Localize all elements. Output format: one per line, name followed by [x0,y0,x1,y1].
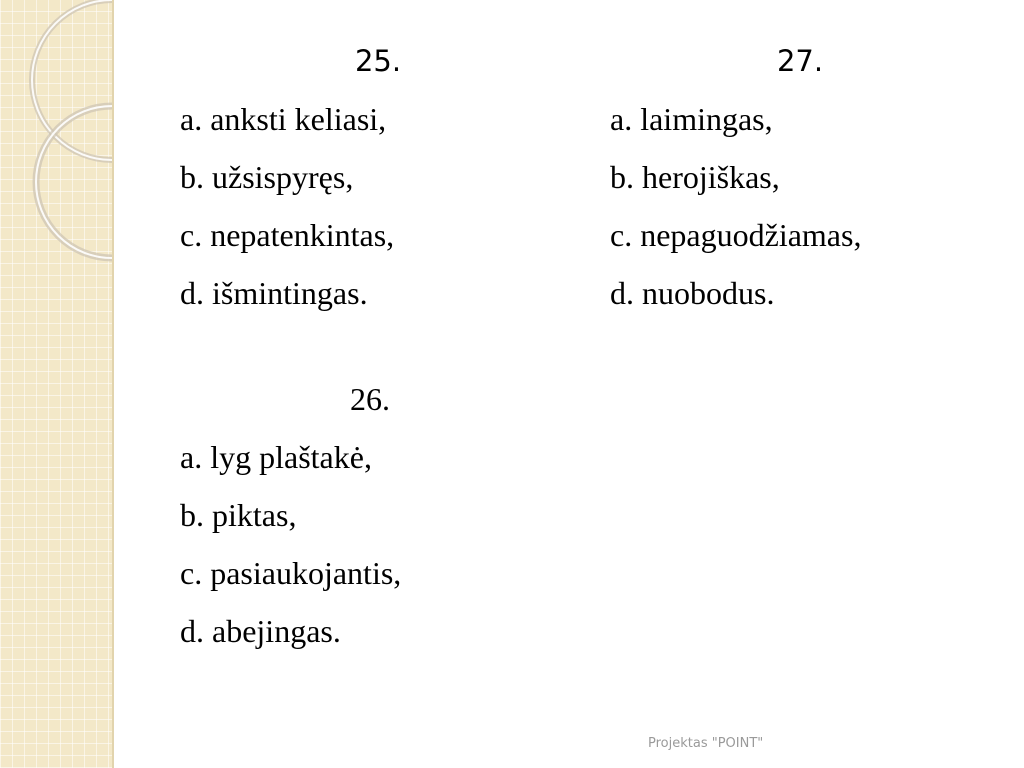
option-c: c. nepatenkintas, [180,217,395,253]
option-c: c. nepaguodžiamas, [610,217,862,253]
question-number: 27. [776,44,824,78]
option-b: b. piktas, [180,497,297,533]
question-block-26 [190,370,550,428]
footer-project-label: Projektas "POINT" [648,736,764,751]
decorative-ring-large-highlight [32,0,113,160]
question-number: 25. [354,44,402,78]
question-options-25 [180,90,540,322]
option-a: a. laimingas, [610,101,773,137]
option-a: a. lyg plaštakė, [180,439,372,475]
option-d: d. abejingas. [180,613,341,649]
decorative-ring-large [32,0,113,160]
option-d: d. išmintingas. [180,275,368,311]
question-options-27 [610,90,970,322]
option-d: d. nuobodus. [610,275,775,311]
question-number: 26. [350,381,390,417]
question-block-25 [198,32,558,90]
question-options-26 [180,428,540,660]
option-b: b. užsispyręs, [180,159,354,195]
option-a: a. anksti keliasi, [180,101,387,137]
question-block-27 [620,32,980,90]
decorative-side-panel [0,0,113,768]
side-panel-edge [112,0,114,768]
option-b: b. herojiškas, [610,159,780,195]
decorative-rings-graphic [0,0,113,768]
option-c: c. pasiaukojantis, [180,555,402,591]
